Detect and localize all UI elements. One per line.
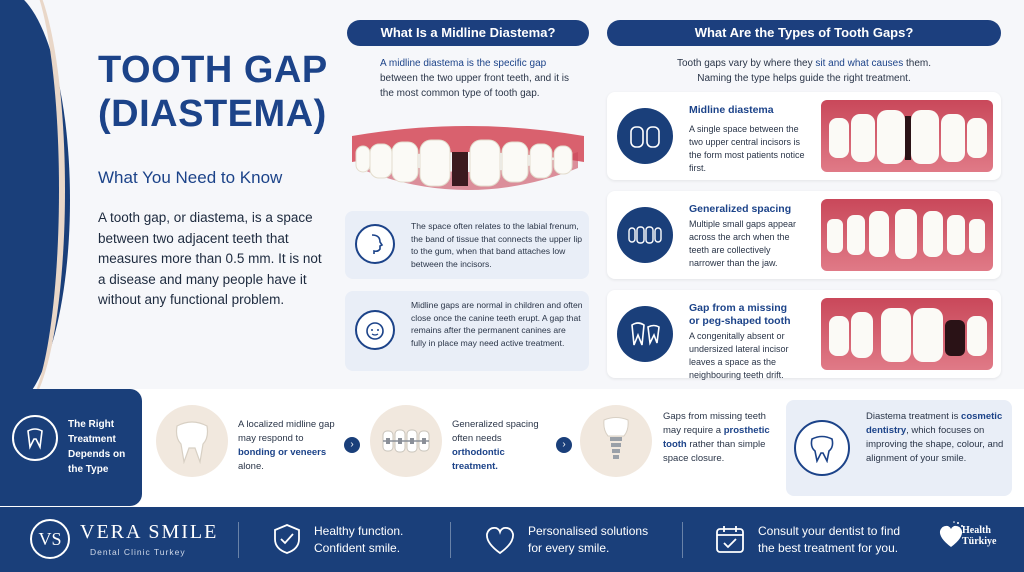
footer-divider [238, 522, 239, 558]
shield-check-icon [272, 523, 302, 555]
sparkle-tooth-icon [12, 415, 58, 461]
brand-subtitle: Dental Clinic Turkey [90, 547, 186, 557]
lead-paragraph: A tooth gap, or diastema, is a space between two adjacent teeth that measures more than 0.5 mm. It is not a disease and many people have it without any functional problem. [98, 210, 322, 307]
type-card-generalized [607, 191, 1001, 279]
left-decorative-line [0, 0, 65, 410]
types-intro: Tooth gaps vary by where they sit and what causes them. Naming the type helps guide the right treatment. [676, 58, 932, 84]
type-body: Multiple small gaps appear across the arch when the teeth are collectively narrower than the jaw. [689, 219, 797, 268]
type-body: A congenitally absent or undersized lateral incisor leaves a space as the neighbouring teeth drift. [689, 331, 789, 380]
calendar-check-icon [714, 523, 746, 555]
next-arrow-icon: › [556, 437, 572, 453]
implant-icon [580, 405, 652, 477]
footer-divider [682, 522, 683, 558]
upper-incisors-icon [617, 108, 673, 164]
brand-logo-icon: VS [30, 519, 70, 559]
missing-tooth-photo [821, 298, 993, 370]
midline-card-text: Midline gaps are normal in children and often close once the canine teeth erupt. A gap that remains after the permanent canines are fully in place may need active treatment. [411, 300, 583, 348]
page-subtitle: What You Need to Know [98, 168, 283, 187]
sparkle-tooth-icon [794, 420, 850, 476]
treatment-step-orthodontic: Generalized spacing often needs orthodontic treatment. [452, 419, 539, 472]
partner-logo-text: Health Türkiye [962, 525, 997, 547]
footer-item-function: Healthy function. Confident smile. [314, 524, 404, 555]
braces-icon [370, 405, 442, 477]
heart-tooth-icon [484, 525, 516, 555]
brand-name: VERA SMILE [80, 521, 219, 543]
type-title: Generalized spacing [689, 203, 792, 215]
face-profile-icon [355, 224, 395, 264]
footer-item-consult: Consult your dentist to find the best treatment for you. [758, 524, 901, 555]
generalized-spacing-photo [821, 199, 993, 271]
midline-gap-photo [821, 100, 993, 172]
type-card-missing [607, 290, 1001, 378]
type-body: A single space between the two upper central incisors is the form most patients notice first. [689, 124, 805, 173]
midline-heading: What Is a Midline Diastema? [347, 20, 589, 46]
page-title: TOOTH GAP (DIASTEMA) [98, 49, 328, 135]
type-title: Gap from a missing or peg-shaped tooth [689, 302, 791, 327]
midline-card-frenum [345, 211, 589, 279]
type-card-midline [607, 92, 1001, 180]
tooth-icon [156, 405, 228, 477]
treatment-step-prosthetic: Gaps from missing teeth may require a prosthetic tooth rather than simple space closure. [663, 411, 770, 464]
spaced-teeth-icon [617, 207, 673, 263]
footer [0, 507, 1024, 572]
midline-card-children [345, 291, 589, 371]
type-title: Midline diastema [689, 104, 774, 116]
footer-divider [450, 522, 451, 558]
footer-item-personalised: Personalised solutions for every smile. [528, 524, 649, 555]
treatment-label: The Right Treatment Depends on the Type [68, 419, 126, 475]
cosmetic-note-card [786, 400, 1012, 496]
missing-tooth-icon [617, 306, 673, 362]
types-heading: What Are the Types of Tooth Gaps? [607, 20, 1001, 46]
midline-card-text: The space often relates to the labial frenum, the band of tissue that connects the upper lip to the gum, when that band attaches low between the incisors. [411, 221, 583, 269]
treatment-step-bonding: A localized midline gap may respond to bonding or veneers alone. [238, 419, 335, 472]
child-face-icon [355, 310, 395, 350]
treatment-label-panel [0, 389, 142, 506]
next-arrow-icon: › [344, 437, 360, 453]
midline-intro: A midline diastema is the specific gap between the two upper front teeth, and it is the most common type of tooth gap. [380, 58, 570, 99]
smile-illustration [348, 122, 588, 200]
cosmetic-note-text: Diastema treatment is cosmetic dentistry, which focuses on improving the shape, colour, and alignment of your smile. [866, 411, 1004, 464]
